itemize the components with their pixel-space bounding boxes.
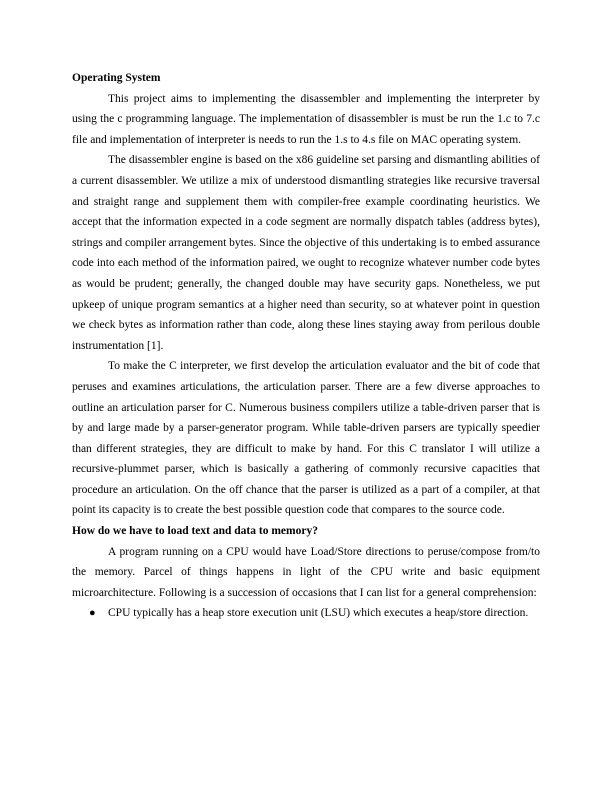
section-operating-system bbox=[72, 68, 540, 521]
bullet-list bbox=[72, 603, 540, 624]
paragraph: The disassembler engine is based on the x86 guideline set parsing and dismantling abilities of a current disassembler. We utilize a mix of understood dismantling strategies like recursive traversal and straight range and supplement them with compiler-free example coordinating heuristics. We accept that the information expected in a code segment are normally dispatch tables (address bytes), strings and compiler arrangement bytes. Since the objective of this undertaking is to embed assurance code into each method of the information paired, we ought to recognize whatever number code bytes as would be prudent; generally, the changed double may have security gaps. Nonetheless, we put upkeep of unique program semantics at a higher need than security, so at whatever point in question we check bytes as information rather than code, along these lines staying away from perilous double instrumentation [1]. bbox=[72, 154, 540, 352]
paragraph: This project aims to implementing the disassembler and implementing the interpreter by using the c programming language. The implementation of disassembler is must be run the 1.c to 7.c file and implementation of interpreter is needs to run the 1.s to 4.s file on MAC operating system. bbox=[72, 92, 540, 146]
section-load-text-data bbox=[72, 521, 540, 624]
list-item-text: CPU typically has a heap store execution unit (LSU) which executes a heap/store direction. bbox=[108, 607, 529, 620]
paragraph: To make the C interpreter, we first develop the articulation evaluator and the bit of code that peruses and examines articulations, the articulation parser. There are a few diverse approaches to outline an articulation parser for C. Numerous business compilers utilize a table-driven parser that is by and large made by a parser-generator program. While table-driven parsers are typically speedier than different strategies, they are difficult to make by hand. For this C translator I will utilize a recursive-plummet parser, which is basically a gathering of commonly recursive capacities that procedure an articulation. On the off chance that the parser is utilized as a part of a compiler, at that point its capacity is to create the best possible question code that compares to the source code. bbox=[72, 360, 540, 517]
section-heading: How do we have to load text and data to memory? bbox=[72, 525, 318, 538]
bullet-icon: ● bbox=[89, 607, 96, 620]
paragraph: A program running on a CPU would have Load/Store directions to peruse/compose from/to the memory. Parcel of things happens in light of the CPU write and basic equipment microarchitecture. Following is a succession of occasions that I can list for a general comprehension: bbox=[72, 545, 540, 599]
document-page bbox=[72, 68, 540, 624]
list-item bbox=[72, 603, 540, 624]
section-heading: Operating System bbox=[72, 72, 161, 84]
